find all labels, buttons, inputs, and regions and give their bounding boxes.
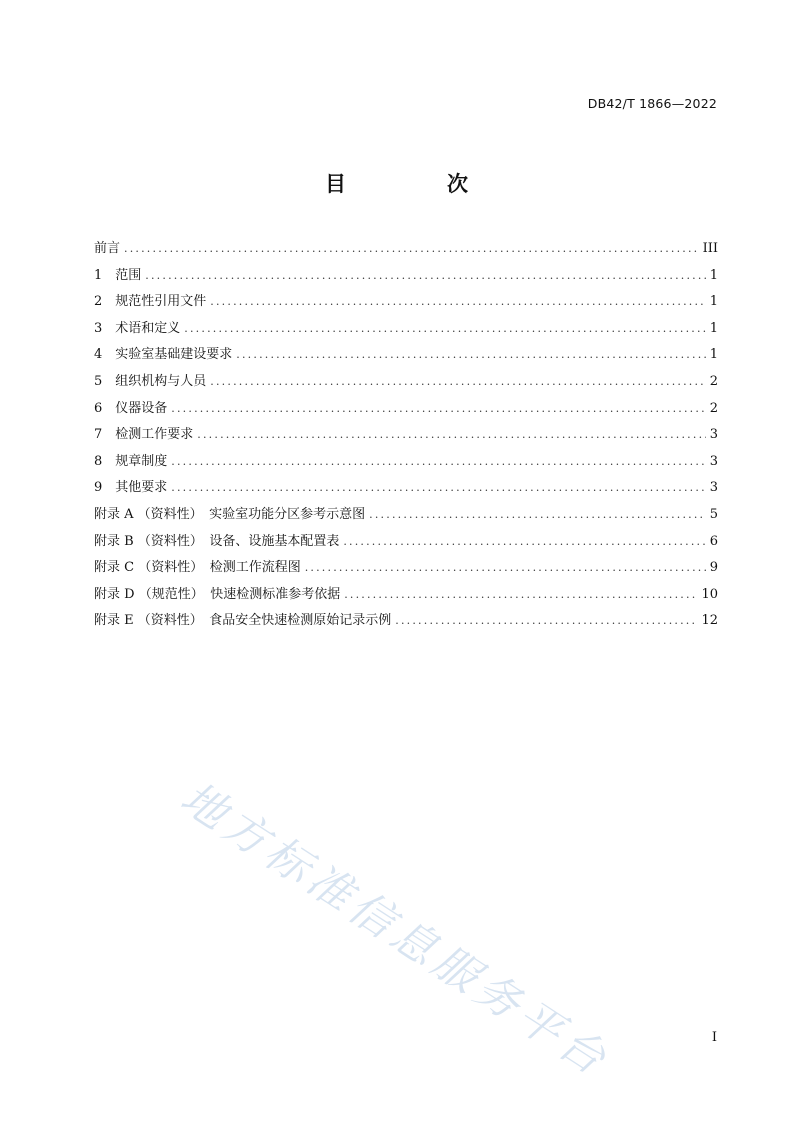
- toc-entry-page: 3: [709, 480, 718, 496]
- toc-entry-5[interactable]: [94, 370, 718, 397]
- toc-entry-appendix-a[interactable]: [94, 503, 718, 530]
- toc-entry-4[interactable]: [94, 343, 718, 370]
- toc-entry-page: 1: [709, 267, 718, 283]
- page-title: 目 次: [325, 172, 508, 196]
- toc-entry-page: 3: [709, 453, 718, 469]
- toc-entry-3[interactable]: [94, 317, 718, 344]
- toc-entry-9[interactable]: [94, 476, 718, 503]
- toc-entry-label: 4 实验室基础建设要求: [94, 347, 233, 363]
- toc-entry-label: 3 术语和定义: [94, 320, 181, 336]
- toc-entry-label: 5 组织机构与人员: [94, 373, 207, 389]
- toc-leader-dots: [197, 428, 705, 441]
- toc-entry-page: 1: [709, 320, 718, 336]
- toc-entry-label: 8 规章制度: [94, 453, 168, 469]
- toc-entry-2[interactable]: [94, 290, 718, 317]
- toc-entry-appendix-d[interactable]: [94, 583, 718, 610]
- toc-entry-7[interactable]: [94, 423, 718, 450]
- watermark: 地方标准信息服务平台: [171, 772, 619, 1088]
- toc-leader-dots: [236, 348, 705, 361]
- toc-entry-page: 1: [709, 294, 718, 310]
- toc-entry-label: 附录 E （资料性） 食品安全快速检测原始记录示例: [94, 613, 392, 629]
- toc-entry-label: 附录 D （规范性） 快速检测标准参考依据: [94, 586, 341, 602]
- toc-leader-dots: [184, 322, 705, 335]
- toc-leader-dots: [210, 295, 705, 308]
- toc-leader-dots: [145, 269, 705, 282]
- toc-entry-page: 10: [701, 586, 718, 602]
- document-code: DB42/T 1866—2022: [587, 96, 717, 111]
- page-number: I: [711, 1030, 717, 1045]
- toc-entry-page: 5: [709, 506, 718, 522]
- toc-entry-label: 7 检测工作要求: [94, 427, 194, 443]
- toc-entry-6[interactable]: [94, 397, 718, 424]
- toc-entry-label: 前言: [94, 241, 121, 256]
- toc-leader-dots: [171, 455, 705, 468]
- toc-entry-page: 12: [701, 613, 718, 629]
- toc-entry-appendix-c[interactable]: [94, 556, 718, 583]
- toc-entry-appendix-b[interactable]: [94, 530, 718, 557]
- toc-entry-page: 9: [709, 560, 718, 576]
- toc-leader-dots: [343, 535, 705, 548]
- toc-entry-label: 附录 A （资料性） 实验室功能分区参考示意图: [94, 506, 366, 522]
- toc-entry-label: 附录 C （资料性） 检测工作流程图: [94, 560, 301, 576]
- toc-entry-1[interactable]: [94, 264, 718, 291]
- toc-leader-dots: [124, 242, 699, 255]
- toc-leader-dots: [369, 508, 706, 521]
- toc-entry-label: 附录 B （资料性） 设备、设施基本配置表: [94, 533, 340, 549]
- toc-entry-page: 3: [709, 427, 718, 443]
- toc-entry-appendix-e[interactable]: [94, 609, 718, 636]
- toc-entry-label: 9 其他要求: [94, 480, 168, 496]
- toc-leader-dots: [171, 402, 705, 415]
- toc-entry-page: III: [702, 241, 718, 256]
- toc-entry-page: 2: [709, 400, 718, 416]
- toc-entry-foreword[interactable]: [94, 237, 718, 264]
- toc-leader-dots: [395, 614, 697, 627]
- table-of-contents: [94, 237, 718, 636]
- toc-leader-dots: [171, 481, 705, 494]
- toc-entry-8[interactable]: [94, 450, 718, 477]
- toc-entry-label: 2 规范性引用文件: [94, 294, 207, 310]
- toc-leader-dots: [305, 561, 706, 574]
- toc-entry-label: 6 仪器设备: [94, 400, 168, 416]
- toc-leader-dots: [344, 588, 697, 601]
- toc-entry-page: 2: [709, 373, 718, 389]
- toc-entry-label: 1 范围: [94, 267, 142, 283]
- toc-leader-dots: [210, 375, 705, 388]
- toc-entry-page: 6: [709, 533, 718, 549]
- toc-entry-page: 1: [709, 347, 718, 363]
